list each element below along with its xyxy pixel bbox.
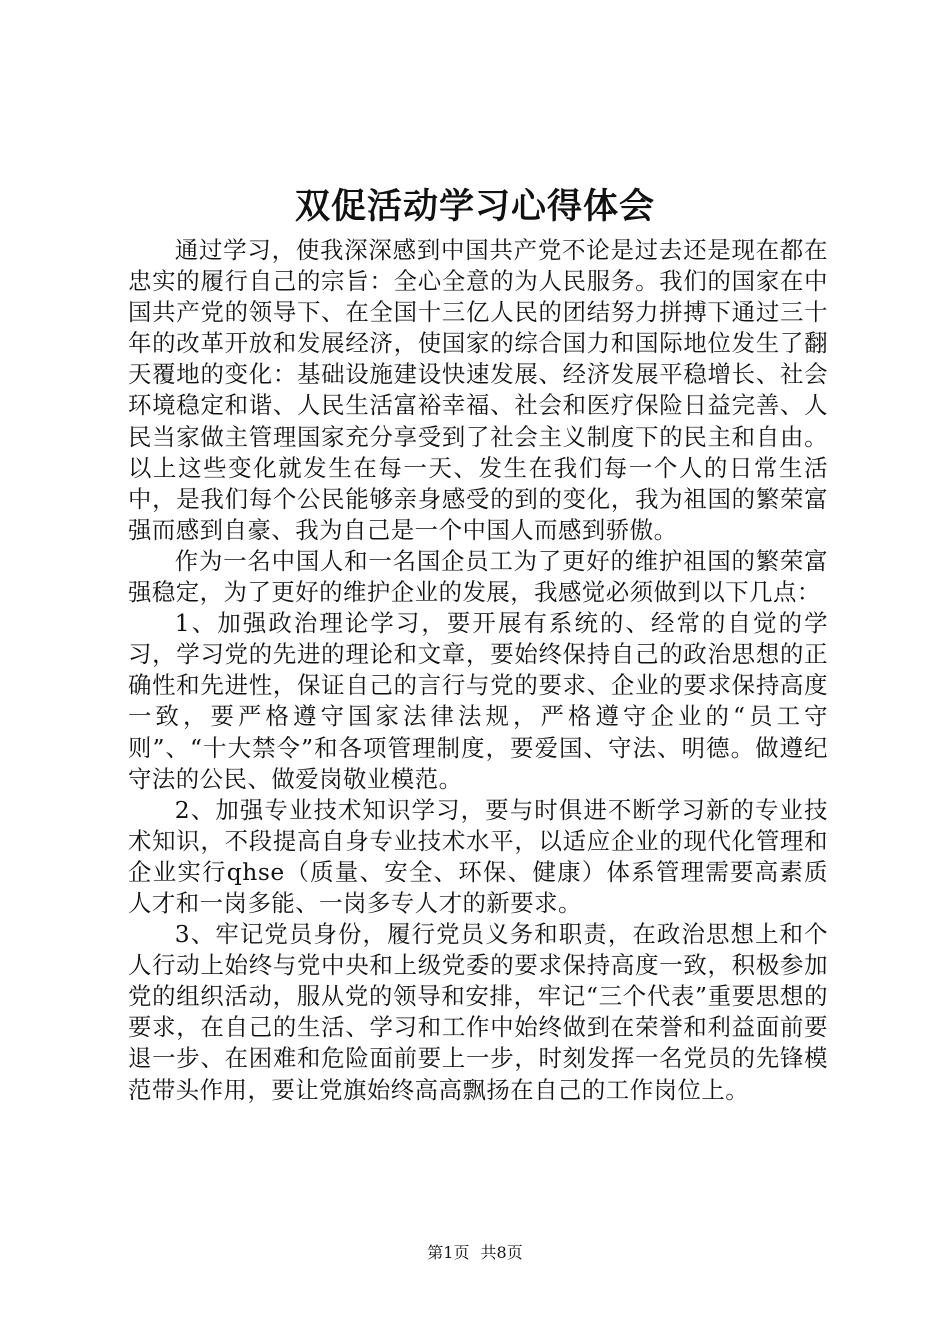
- paragraph: 作为一名中国人和一名国企员工为了更好的维护祖国的繁荣富强稳定，为了更好的维护企业的发展，我感觉必须做到以下几点：: [128, 546, 828, 607]
- document-body: [128, 235, 828, 1106]
- paragraph: 2、加强专业技术知识学习，要与时俱进不断学习新的专业技术知识，不段提高自身专业技术水平，以适应企业的现代化管理和企业实行qhse（质量、安全、环保、健康）体系管理需要高素质人才和一岗多能、一岗多专人才的新要求。: [128, 795, 828, 917]
- document-title: 双促活动学习心得体会: [294, 186, 655, 227]
- page-number: 第1页: [427, 1243, 470, 1262]
- paragraph: 通过学习，使我深深感到中国共产党不论是过去还是现在都在忠实的履行自己的宗旨：全心全意的为人民服务。我们的国家在中国共产党的领导下、在全国十三亿人民的团结努力拼搏下通过三十年的改革开放和发展经济，使国家的综合国力和国际地位发生了翻天覆地的变化：基础设施建设快速发展、经济发展平稳增长、社会环境稳定和谐、人民生活富裕幸福、社会和医疗保险日益完善、人民当家做主管理国家充分享受到了社会主义制度下的民主和自由。以上这些变化就发生在每一天、发生在我们每一个人的日常生活中，是我们每个公民能够亲身感受的到的变化，我为祖国的繁荣富强而感到自豪、我为自己是一个中国人而感到骄傲。: [128, 236, 828, 544]
- page-footer: [0, 1242, 950, 1264]
- page-total: 共8页: [480, 1243, 523, 1262]
- paragraph: 1、加强政治理论学习，要开展有系统的、经常的自觉的学习，学习党的先进的理论和文章，要始终保持自己的政治思想的正确性和先进性，保证自己的言行与党的要求、企业的要求保持高度一致，要严格遵守国家法律法规，严格遵守企业的“员工守则”、“十大禁令”和各项管理制度，要爱国、守法、明德。做遵纪守法的公民、做爱岗敬业模范。: [128, 609, 828, 793]
- paragraph: 3、牢记党员身份，履行党员义务和职责，在政治思想上和个人行动上始终与党中央和上级党委的要求保持高度一致，积极参加党的组织活动，服从党的领导和安排，牢记“三个代表”重要思想的要求，在自己的生活、学习和工作中始终做到在荣誉和利益面前要退一步、在困难和危险面前要上一步，时刻发挥一名党员的先锋模范带头作用，要让党旗始终高高飘扬在自己的工作岗位上。: [128, 920, 828, 1104]
